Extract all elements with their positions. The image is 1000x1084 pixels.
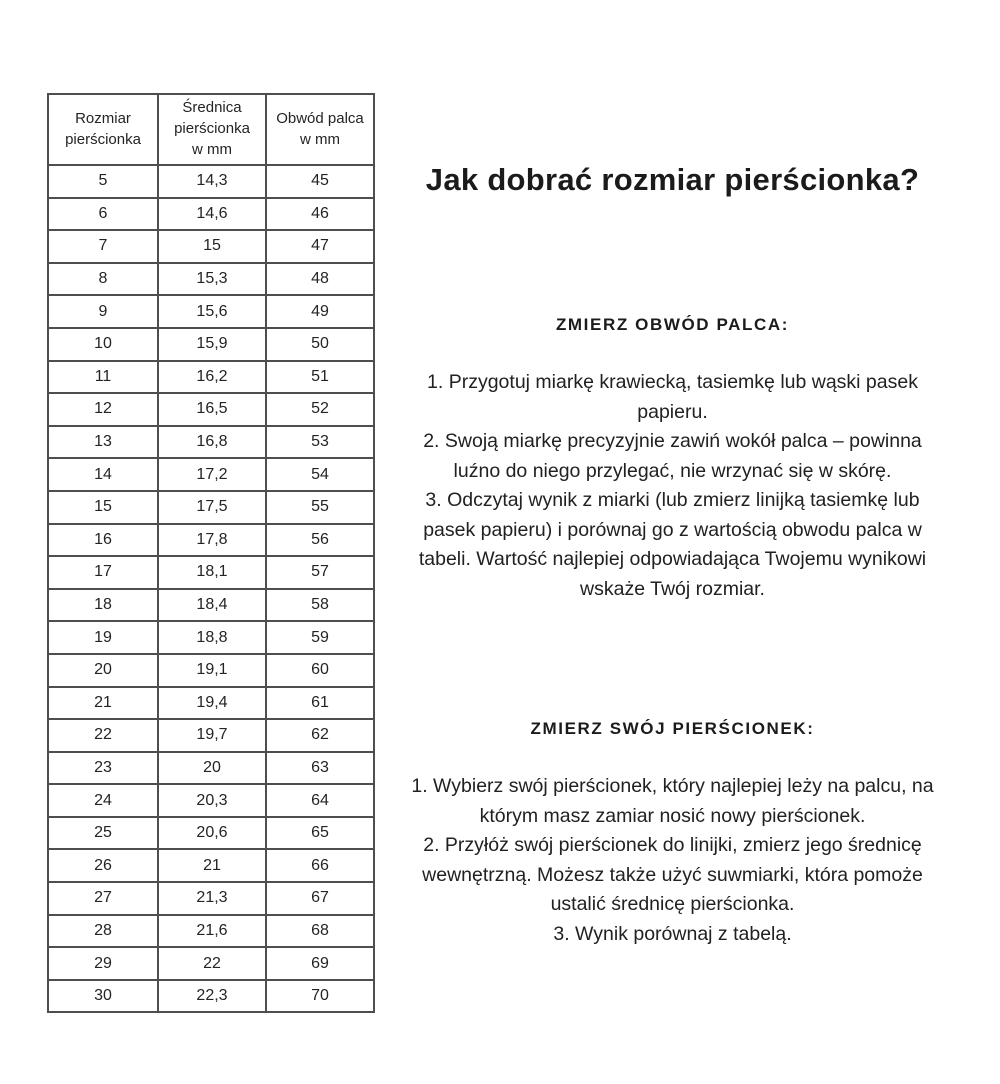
table-cell: 52 [266,393,374,426]
table-row [48,458,374,491]
table-cell: 20 [158,752,266,785]
table-header-row [48,94,374,165]
table-cell: 26 [48,849,158,882]
table-cell: 30 [48,980,158,1013]
ring-size-table-body [48,165,374,1012]
table-cell: 9 [48,295,158,328]
table-cell: 21 [158,849,266,882]
table-cell: 12 [48,393,158,426]
table-row [48,295,374,328]
table-row [48,752,374,785]
table-row [48,393,374,426]
instruction-item: 3. Wynik porównaj z tabelą. [553,922,792,945]
table-cell: 54 [266,458,374,491]
table-row [48,524,374,557]
table-cell: 24 [48,784,158,817]
table-cell: 17,2 [158,458,266,491]
table-row [48,165,374,198]
col-header-ring-diameter: Średnica pierścionka w mm [158,94,266,165]
table-cell: 48 [266,263,374,296]
instruction-item: 2. Swoją miarkę precyzyjnie zawiń wokół palca – powinna luźno do niego przylegać, nie wrzynać się w skórę. [423,430,922,482]
table-cell: 49 [266,295,374,328]
table-row [48,817,374,850]
table-cell: 28 [48,915,158,948]
table-cell: 22 [48,719,158,752]
table-row [48,426,374,459]
table-cell: 11 [48,361,158,394]
table-cell: 25 [48,817,158,850]
table-cell: 22 [158,947,266,980]
page-title: Jak dobrać rozmiar pierścionka? [425,162,920,197]
instructions-measure-ring [400,772,945,949]
table-cell: 15,6 [158,295,266,328]
table-cell: 59 [266,621,374,654]
table-cell: 51 [266,361,374,394]
table-cell: 15 [158,230,266,263]
col-header-finger-circumference: Obwód palca w mm [266,94,374,165]
table-cell: 23 [48,752,158,785]
table-cell: 56 [266,524,374,557]
col-header-ring-size: Rozmiar pierścionka [48,94,158,165]
table-cell: 65 [266,817,374,850]
table-cell: 45 [266,165,374,198]
table-cell: 47 [266,230,374,263]
table-cell: 5 [48,165,158,198]
table-cell: 27 [48,882,158,915]
table-cell: 17,5 [158,491,266,524]
table-cell: 57 [266,556,374,589]
table-cell: 6 [48,198,158,231]
table-cell: 17,8 [158,524,266,557]
table-cell: 46 [266,198,374,231]
section-heading-measure-finger: ZMIERZ OBWÓD PALCA: [555,315,790,334]
table-cell: 21,6 [158,915,266,948]
table-cell: 66 [266,849,374,882]
table-row [48,915,374,948]
table-cell: 62 [266,719,374,752]
table-cell: 67 [266,882,374,915]
table-cell: 18,8 [158,621,266,654]
instruction-item: 2. Przyłóż swój pierścionek do linijki, zmierz jego średnicę wewnętrzną. Możesz także użyć suwmiarki, która pomoże ustalić średnicę pierścionka. [422,834,923,915]
table-cell: 69 [266,947,374,980]
table-cell: 14,6 [158,198,266,231]
table-cell: 16 [48,524,158,557]
table-cell: 50 [266,328,374,361]
table-row [48,198,374,231]
table-cell: 19,7 [158,719,266,752]
table-cell: 64 [266,784,374,817]
table-cell: 19,4 [158,687,266,720]
table-cell: 15 [48,491,158,524]
table-cell: 63 [266,752,374,785]
table-cell: 21 [48,687,158,720]
table-cell: 17 [48,556,158,589]
table-row [48,621,374,654]
table-cell: 20 [48,654,158,687]
table-cell: 60 [266,654,374,687]
table-cell: 7 [48,230,158,263]
table-cell: 53 [266,426,374,459]
table-cell: 16,5 [158,393,266,426]
table-cell: 61 [266,687,374,720]
table-row [48,230,374,263]
table-row [48,947,374,980]
table-row [48,849,374,882]
table-cell: 58 [266,589,374,622]
table-cell: 22,3 [158,980,266,1013]
table-row [48,361,374,394]
table-cell: 19 [48,621,158,654]
table-cell: 20,6 [158,817,266,850]
table-cell: 19,1 [158,654,266,687]
table-row [48,784,374,817]
table-row [48,654,374,687]
ring-size-table [47,93,375,1013]
table-row [48,687,374,720]
table-cell: 16,8 [158,426,266,459]
table-cell: 29 [48,947,158,980]
table-cell: 15,3 [158,263,266,296]
instruction-item: 1. Przygotuj miarkę krawiecką, tasiemkę lub wąski pasek papieru. [427,371,918,423]
table-cell: 14,3 [158,165,266,198]
table-row [48,263,374,296]
table-cell: 18,1 [158,556,266,589]
instructions-measure-finger [400,368,945,604]
table-row [48,328,374,361]
table-row [48,589,374,622]
table-row [48,491,374,524]
table-row [48,556,374,589]
table-cell: 18,4 [158,589,266,622]
table-cell: 70 [266,980,374,1013]
table-cell: 15,9 [158,328,266,361]
table-cell: 13 [48,426,158,459]
table-row [48,882,374,915]
table-cell: 20,3 [158,784,266,817]
instruction-item: 1. Wybierz swój pierścionek, który najlepiej leży na palcu, na którym masz zamiar nosić nowy pierścionek. [411,775,934,827]
table-cell: 55 [266,491,374,524]
table-cell: 16,2 [158,361,266,394]
table-cell: 21,3 [158,882,266,915]
table-cell: 18 [48,589,158,622]
table-cell: 8 [48,263,158,296]
table-cell: 10 [48,328,158,361]
table-row [48,980,374,1013]
table-cell: 14 [48,458,158,491]
instructions-column [400,0,945,1084]
instruction-item: 3. Odczytaj wynik z miarki (lub zmierz linijką tasiemkę lub pasek papieru) i porównaj go z wartością obwodu palca w tabeli. Wartość najlepiej odpowiadająca Twojemu wynikowi wskaże Twój rozmiar. [418,489,927,600]
section-heading-measure-ring: ZMIERZ SWÓJ PIERŚCIONEK: [530,719,815,738]
table-cell: 68 [266,915,374,948]
table-row [48,719,374,752]
